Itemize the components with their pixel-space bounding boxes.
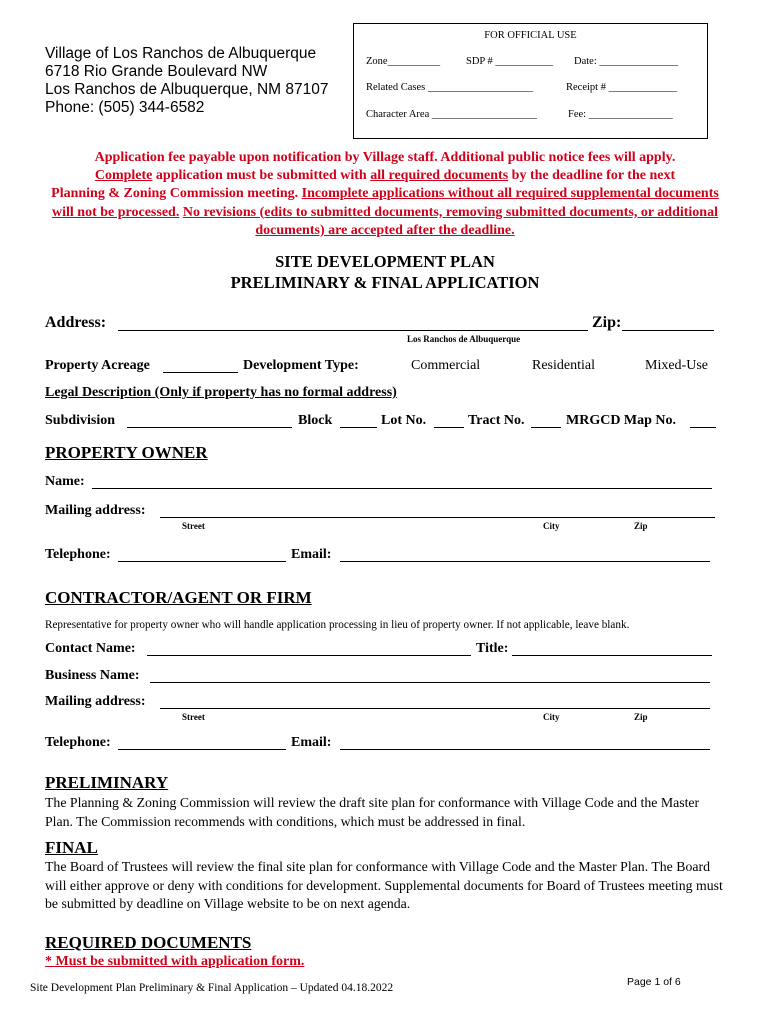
- acreage-label: Property Acreage: [45, 358, 150, 373]
- dev-type-residential[interactable]: Residential: [532, 358, 595, 373]
- footer-title: Site Development Plan Preliminary & Final Application – Updated 04.18.2022: [30, 982, 394, 994]
- owner-telephone-input[interactable]: [118, 561, 286, 562]
- owner-mailing-input[interactable]: [160, 517, 715, 518]
- date-field[interactable]: Date: _______________: [574, 56, 679, 67]
- business-name-input[interactable]: [150, 682, 710, 683]
- contractor-city-label: City: [543, 712, 560, 722]
- contractor-telephone-label: Telephone:: [45, 735, 111, 750]
- preliminary-text: The Planning & Zoning Commission will review the draft site plan for conformance with Village Code and the Master Plan. The Commission recommends with conditions, which must be addressed in final.: [45, 795, 700, 829]
- owner-mailing-label: Mailing address:: [45, 503, 146, 518]
- owner-name-input[interactable]: [92, 488, 712, 489]
- block-label: Block: [298, 413, 333, 428]
- development-type-label: Development Type:: [243, 358, 359, 373]
- owner-zip-label: Zip: [634, 521, 648, 531]
- village-phone: Phone: (505) 344-6582: [45, 99, 205, 116]
- legal-description-label: Legal Description (Only if property has no formal address): [45, 385, 397, 400]
- application-notice: [40, 149, 730, 240]
- mrgcd-input[interactable]: [690, 427, 716, 428]
- sdp-field[interactable]: SDP # ___________: [466, 56, 554, 67]
- village-address: [45, 45, 329, 117]
- title-input[interactable]: [512, 655, 712, 656]
- business-name-label: Business Name:: [45, 668, 140, 683]
- address-sublabel: Los Ranchos de Albuquerque: [407, 334, 521, 344]
- dev-type-mixed-use[interactable]: Mixed-Use: [645, 358, 708, 373]
- fee-field[interactable]: Fee: ________________: [568, 109, 673, 120]
- owner-city-label: City: [543, 521, 560, 531]
- mrgcd-label: MRGCD Map No.: [566, 413, 677, 428]
- subdivision-input[interactable]: [127, 427, 292, 428]
- notice-meeting: Planning & Zoning Commission meeting.: [51, 186, 302, 202]
- preliminary-heading: PRELIMINARY: [45, 773, 169, 792]
- contractor-description: Representative for property owner who will handle application processing in lieu of property owner. If not applicable, leave blank.: [45, 619, 630, 631]
- form-title: SITE DEVELOPMENT PLAN: [275, 252, 495, 271]
- contractor-email-label: Email:: [291, 735, 332, 750]
- owner-telephone-label: Telephone:: [45, 547, 111, 562]
- owner-street-label: Street: [182, 521, 205, 531]
- block-input[interactable]: [340, 427, 377, 428]
- notice-text: application must be submitted with: [152, 168, 371, 184]
- contractor-telephone-input[interactable]: [118, 749, 286, 750]
- village-city: Los Ranchos de Albuquerque, NM 87107: [45, 81, 329, 98]
- zip-input[interactable]: [622, 330, 714, 331]
- address-label: Address:: [45, 314, 107, 331]
- notice-fee: Application fee payable upon notification by Village staff. Additional public notice fees will apply.: [94, 150, 676, 165]
- required-documents-note: * Must be submitted with application form.: [45, 954, 305, 969]
- address-input[interactable]: [118, 330, 588, 331]
- dev-type-commercial[interactable]: Commercial: [411, 358, 481, 373]
- notice-no-revisions: No revisions (edits to submitted documents, removing submitted documents, or additional documents) are accepted after the deadline.: [182, 204, 718, 238]
- notice-incomplete: Incomplete applications without all required supplemental documents will not be processed.: [52, 186, 719, 220]
- lot-label: Lot No.: [381, 413, 427, 428]
- official-use-title: FOR OFFICIAL USE: [484, 30, 577, 41]
- owner-email-input[interactable]: [340, 561, 710, 562]
- contractor-street-label: Street: [182, 712, 205, 722]
- village-name: Village of Los Ranchos de Albuquerque: [45, 45, 317, 62]
- notice-deadline: by the deadline for the next: [508, 168, 676, 184]
- character-area-field[interactable]: Character Area ____________________: [366, 109, 537, 120]
- zone-field[interactable]: Zone__________: [366, 56, 441, 67]
- contractor-mailing-label: Mailing address:: [45, 694, 146, 709]
- receipt-field[interactable]: Receipt # _____________: [566, 82, 677, 93]
- owner-email-label: Email:: [291, 547, 332, 562]
- contractor-heading: CONTRACTOR/AGENT OR FIRM: [45, 588, 312, 607]
- tract-input[interactable]: [531, 427, 561, 428]
- contact-name-input[interactable]: [147, 655, 471, 656]
- required-documents-heading: REQUIRED DOCUMENTS: [45, 933, 252, 952]
- notice-complete: Complete: [94, 168, 153, 184]
- final-text: The Board of Trustees will review the final site plan for conformance with Village Code and the Master Plan. The Board will either approve or deny with conditions for development. Supplemental documents for Board of Trustees meeting must be submitted by deadline on Village website to be on next agenda.: [45, 859, 723, 911]
- acreage-input[interactable]: [163, 372, 238, 373]
- contractor-email-input[interactable]: [340, 749, 710, 750]
- lot-input[interactable]: [434, 427, 464, 428]
- owner-name-label: Name:: [45, 474, 85, 489]
- contact-name-label: Contact Name:: [45, 641, 136, 656]
- contractor-zip-label: Zip: [634, 712, 648, 722]
- final-heading: FINAL: [45, 838, 98, 857]
- form-subtitle: PRELIMINARY & FINAL APPLICATION: [230, 273, 540, 292]
- subdivision-label: Subdivision: [45, 413, 116, 428]
- village-street: 6718 Rio Grande Boulevard NW: [45, 63, 268, 80]
- page-number: Page 1 of 6: [627, 976, 681, 988]
- contractor-mailing-input[interactable]: [160, 708, 710, 709]
- related-cases-field[interactable]: Related Cases ____________________: [366, 82, 533, 93]
- title-label: Title:: [476, 641, 509, 656]
- property-owner-heading: PROPERTY OWNER: [45, 443, 208, 462]
- zip-label: Zip:: [592, 314, 622, 331]
- tract-label: Tract No.: [468, 413, 525, 428]
- official-use-box: [353, 23, 708, 139]
- notice-required-docs: all required documents: [370, 168, 509, 184]
